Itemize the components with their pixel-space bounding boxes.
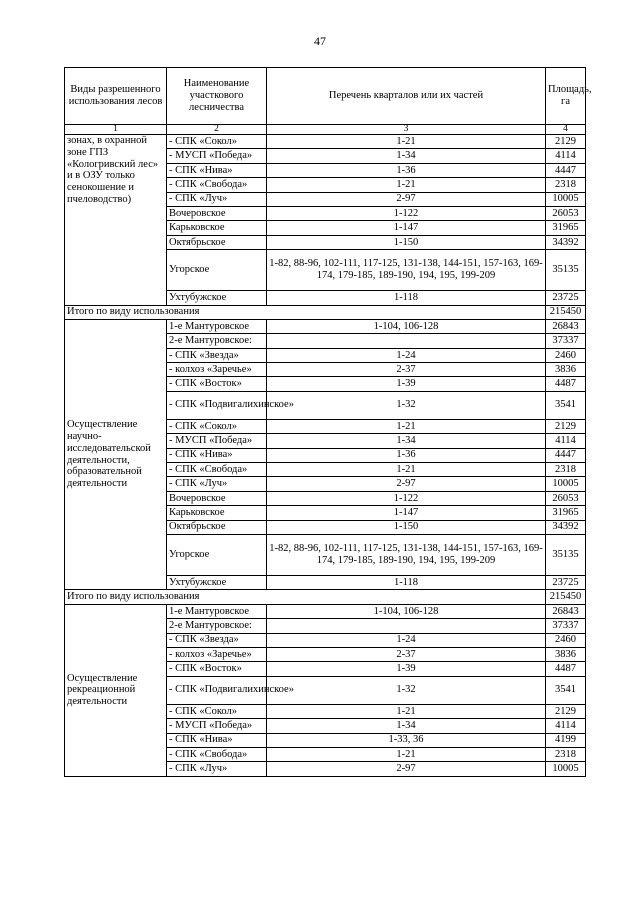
forestry-cell: 1-е Мантуровское bbox=[167, 319, 267, 333]
quarters-cell: 1-36 bbox=[267, 448, 546, 462]
area-cell: 4487 bbox=[546, 377, 586, 391]
header-forestry: Наименование участкового лесничества bbox=[167, 68, 267, 125]
forestry-cell: - СПК «Сокол» bbox=[167, 135, 267, 149]
area-cell: 26843 bbox=[546, 604, 586, 618]
forestry-cell: - СПК «Подвигалихинское» bbox=[167, 676, 267, 704]
quarters-cell: 1-150 bbox=[267, 520, 546, 534]
quarters-cell bbox=[267, 619, 546, 633]
area-cell: 26843 bbox=[546, 319, 586, 333]
forestry-cell: - СПК «Нива» bbox=[167, 448, 267, 462]
forestry-cell: 1-е Мантуровское bbox=[167, 604, 267, 618]
header-area: Площадь, га bbox=[546, 68, 586, 125]
quarters-cell: 2-97 bbox=[267, 477, 546, 491]
quarters-cell: 1-118 bbox=[267, 575, 546, 589]
forestry-cell: 2-е Мантуровское: bbox=[167, 619, 267, 633]
area-cell: 3836 bbox=[546, 363, 586, 377]
area-cell: 3541 bbox=[546, 391, 586, 419]
quarters-cell: 1-39 bbox=[267, 377, 546, 391]
quarters-cell: 1-36 bbox=[267, 163, 546, 177]
table-body bbox=[65, 135, 586, 777]
area-cell: 4199 bbox=[546, 733, 586, 747]
column-number: 2 bbox=[167, 125, 267, 135]
quarters-cell: 1-82, 88-96, 102-111, 117-125, 131-138, 144-151, 157-163, 169-174, 179-185, 189-190, 194, 195, 199-209 bbox=[267, 250, 546, 291]
quarters-cell: 1-32 bbox=[267, 676, 546, 704]
forestry-cell: - СПК «Свобода» bbox=[167, 747, 267, 761]
area-cell: 35135 bbox=[546, 534, 586, 575]
quarters-cell: 2-37 bbox=[267, 647, 546, 661]
area-cell: 31965 bbox=[546, 221, 586, 235]
forestry-cell: Вочеровское bbox=[167, 491, 267, 505]
quarters-cell: 1-33, 36 bbox=[267, 733, 546, 747]
forestry-cell: - СПК «Луч» bbox=[167, 477, 267, 491]
column-number: 1 bbox=[65, 125, 167, 135]
quarters-cell: 1-24 bbox=[267, 633, 546, 647]
quarters-cell: 1-147 bbox=[267, 221, 546, 235]
area-cell: 34392 bbox=[546, 235, 586, 249]
area-cell: 31965 bbox=[546, 506, 586, 520]
area-cell: 2318 bbox=[546, 178, 586, 192]
area-cell: 3836 bbox=[546, 647, 586, 661]
forestry-cell: Карьковское bbox=[167, 506, 267, 520]
total-area: 215450 bbox=[546, 590, 586, 604]
area-cell: 2129 bbox=[546, 419, 586, 433]
quarters-cell: 1-24 bbox=[267, 348, 546, 362]
area-cell: 4487 bbox=[546, 662, 586, 676]
total-area: 215450 bbox=[546, 305, 586, 319]
forestry-cell: - СПК «Подвигалихинское» bbox=[167, 391, 267, 419]
quarters-cell: 1-104, 106-128 bbox=[267, 604, 546, 618]
area-cell: 4447 bbox=[546, 163, 586, 177]
quarters-cell: 1-39 bbox=[267, 662, 546, 676]
forestry-cell: - МУСП «Победа» bbox=[167, 149, 267, 163]
area-cell: 4447 bbox=[546, 448, 586, 462]
quarters-cell: 1-21 bbox=[267, 704, 546, 718]
quarters-cell: 1-21 bbox=[267, 135, 546, 149]
forestry-cell: Угорское bbox=[167, 534, 267, 575]
forestry-cell: - СПК «Сокол» bbox=[167, 704, 267, 718]
area-cell: 34392 bbox=[546, 520, 586, 534]
forestry-cell: - СПК «Свобода» bbox=[167, 463, 267, 477]
area-cell: 2460 bbox=[546, 348, 586, 362]
forest-use-table bbox=[64, 67, 592, 777]
forestry-cell: Вочеровское bbox=[167, 206, 267, 220]
total-row bbox=[65, 590, 586, 604]
quarters-cell: 1-32 bbox=[267, 391, 546, 419]
forestry-cell: - СПК «Свобода» bbox=[167, 178, 267, 192]
area-cell: 2318 bbox=[546, 463, 586, 477]
area-cell: 2129 bbox=[546, 135, 586, 149]
area-cell: 2129 bbox=[546, 704, 586, 718]
area-cell: 2460 bbox=[546, 633, 586, 647]
forestry-cell: 2-е Мантуровское: bbox=[167, 334, 267, 348]
quarters-cell: 1-118 bbox=[267, 291, 546, 305]
forestry-cell: - СПК «Нива» bbox=[167, 163, 267, 177]
area-cell: 10005 bbox=[546, 477, 586, 491]
quarters-cell: 1-34 bbox=[267, 719, 546, 733]
area-cell: 23725 bbox=[546, 291, 586, 305]
area-cell: 37337 bbox=[546, 334, 586, 348]
area-cell: 35135 bbox=[546, 250, 586, 291]
quarters-cell: 1-122 bbox=[267, 491, 546, 505]
forestry-cell: - МУСП «Победа» bbox=[167, 434, 267, 448]
forestry-cell: - СПК «Восток» bbox=[167, 662, 267, 676]
area-cell: 26053 bbox=[546, 491, 586, 505]
area-cell: 2318 bbox=[546, 747, 586, 761]
area-cell: 37337 bbox=[546, 619, 586, 633]
forestry-cell: - СПК «Луч» bbox=[167, 192, 267, 206]
forestry-cell: Октябрьское bbox=[167, 235, 267, 249]
column-number: 4 bbox=[546, 125, 586, 135]
quarters-cell: 1-104, 106-128 bbox=[267, 319, 546, 333]
quarters-cell: 1-34 bbox=[267, 434, 546, 448]
quarters-cell: 2-97 bbox=[267, 762, 546, 776]
forestry-cell: - колхоз «Заречье» bbox=[167, 647, 267, 661]
use-type-cell: зонах, в охранной зоне ГПЗ «Кологривский лес» и в ОЗУ только сенокошение и пчеловодство) bbox=[65, 135, 167, 306]
table-row bbox=[65, 604, 586, 618]
table-header bbox=[65, 68, 592, 135]
quarters-cell: 1-150 bbox=[267, 235, 546, 249]
total-label: Итого по виду использования bbox=[65, 305, 546, 319]
header-use-type: Виды разрешенного использования лесов bbox=[65, 68, 167, 125]
table-row bbox=[65, 135, 586, 149]
area-cell: 26053 bbox=[546, 206, 586, 220]
total-label: Итого по виду использования bbox=[65, 590, 546, 604]
quarters-cell: 2-37 bbox=[267, 363, 546, 377]
quarters-cell: 2-97 bbox=[267, 192, 546, 206]
area-cell: 3541 bbox=[546, 676, 586, 704]
forestry-cell: - СПК «Нива» bbox=[167, 733, 267, 747]
quarters-cell: 1-34 bbox=[267, 149, 546, 163]
area-cell: 4114 bbox=[546, 149, 586, 163]
forestry-cell: - СПК «Звезда» bbox=[167, 348, 267, 362]
table-row bbox=[65, 319, 586, 333]
forestry-cell: Угорское bbox=[167, 250, 267, 291]
quarters-cell: 1-21 bbox=[267, 747, 546, 761]
forestry-cell: Ухтубужское bbox=[167, 291, 267, 305]
area-cell: 10005 bbox=[546, 192, 586, 206]
area-cell: 23725 bbox=[546, 575, 586, 589]
quarters-cell: 1-82, 88-96, 102-111, 117-125, 131-138, 144-151, 157-163, 169-174, 179-185, 189-190, 194, 195, 199-209 bbox=[267, 534, 546, 575]
header-quarters: Перечень кварталов или их частей bbox=[267, 68, 546, 125]
page-number: 47 bbox=[314, 34, 326, 48]
forestry-cell: - СПК «Восток» bbox=[167, 377, 267, 391]
forestry-cell: Ухтубужское bbox=[167, 575, 267, 589]
column-number-row bbox=[65, 125, 586, 135]
forestry-cell: Октябрьское bbox=[167, 520, 267, 534]
quarters-cell: 1-147 bbox=[267, 506, 546, 520]
area-cell: 4114 bbox=[546, 719, 586, 733]
area-cell: 10005 bbox=[546, 762, 586, 776]
column-number: 3 bbox=[267, 125, 546, 135]
quarters-cell: 1-122 bbox=[267, 206, 546, 220]
quarters-cell: 1-21 bbox=[267, 419, 546, 433]
forestry-cell: - колхоз «Заречье» bbox=[167, 363, 267, 377]
area-cell: 4114 bbox=[546, 434, 586, 448]
use-type-cell: Осуществление научно-исследовательской деятельности, образовательной деятельности bbox=[65, 319, 167, 589]
quarters-cell: 1-21 bbox=[267, 178, 546, 192]
quarters-cell: 1-21 bbox=[267, 463, 546, 477]
forestry-cell: - СПК «Сокол» bbox=[167, 419, 267, 433]
forestry-cell: - СПК «Звезда» bbox=[167, 633, 267, 647]
forestry-cell: Карьковское bbox=[167, 221, 267, 235]
total-row bbox=[65, 305, 586, 319]
use-type-cell: Осуществление рекреационной деятельности bbox=[65, 604, 167, 776]
quarters-cell bbox=[267, 334, 546, 348]
forestry-cell: - СПК «Луч» bbox=[167, 762, 267, 776]
forestry-cell: - МУСП «Победа» bbox=[167, 719, 267, 733]
